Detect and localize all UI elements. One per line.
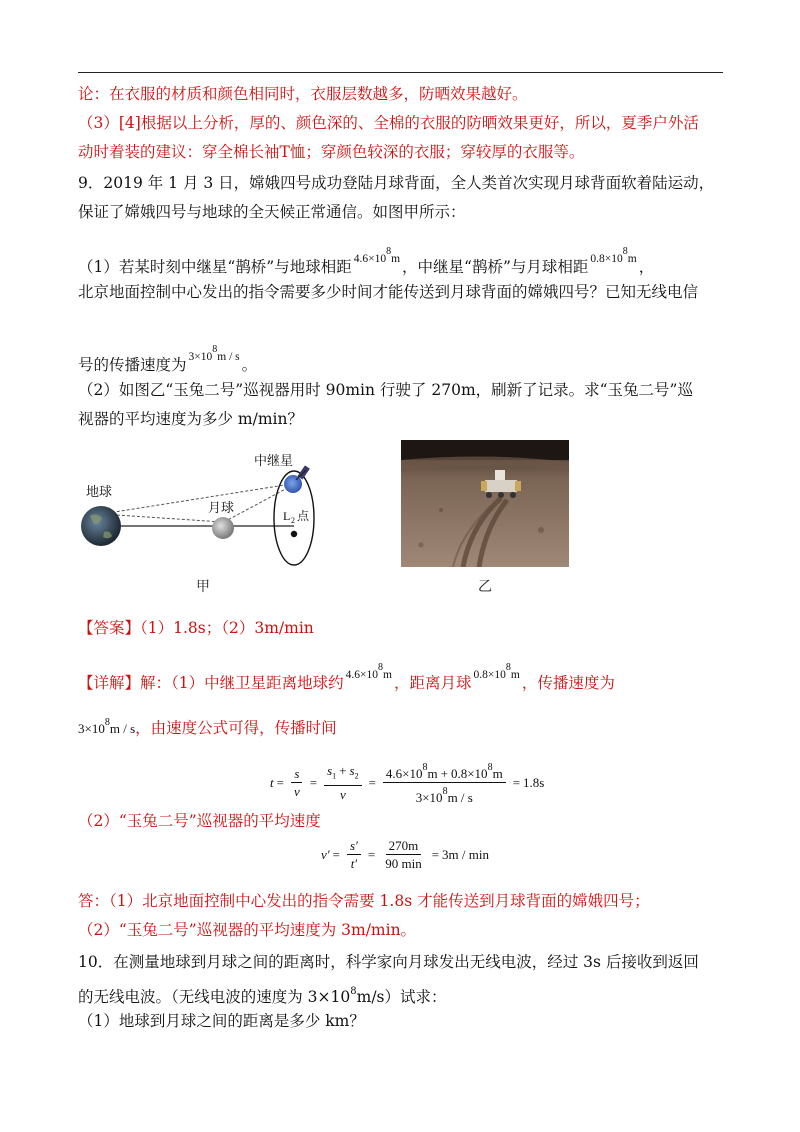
formula-time: t = $\frac{s}{v}$ = $\frac{s_1 + s_2}{v}$ = $\frac{4.6\times 10^8m + 0.8\times 10^8m}{3\times 10^8m / s}$ = 1.8s <box>270 762 545 805</box>
question-9-line-2: 保证了嫦娥四号与地球的全天候正常通信。如图甲所示： <box>78 203 466 221</box>
distance-earth: 4.6×108m <box>353 246 401 265</box>
figure-yi-photo <box>401 440 569 567</box>
question-9-line-1: 9．2019 年 1 月 3 日，嫦娥四号成功登陆月球背面，全人类首次实现月球背面软着陆运动， <box>78 174 715 192</box>
label-relay: 中继星 <box>254 454 294 469</box>
question-10-line-1: 10．在测量地球到月球之间的距离时，科学家向月球发出无线电波，经过 3s 后接收到返回 <box>78 953 699 971</box>
lunar-rover-photo <box>401 440 569 567</box>
label-l2-sub: 2 <box>291 516 295 525</box>
label-point: 点 <box>297 509 310 523</box>
question-9-part-2-line-2: 视器的平均速度为多少 m/min？ <box>78 410 303 428</box>
question-9-part-1-line-1: （1）若某时刻中继星“鹊桥”与地球相距 $^{4.6\times 108m}$ ，中继星“鹊桥”与月球相距 $^{0.8\times 108m}$ ， <box>78 246 655 276</box>
dashed-line-moon-relay <box>224 486 291 522</box>
earth-globe <box>81 506 121 546</box>
explain-line-1: 【详解】解：（1）中继卫星距离地球约 $^{4.6\times 108m}$ ，距离月球 $^{0.8\times 108m}$ ，传播速度为 <box>78 662 615 692</box>
answer-tag: 【答案】 <box>78 619 141 637</box>
question-10-line-2: 的无线电波。（无线电波的速度为 $3\times 10^8m/s$）试求： <box>78 986 447 1006</box>
label-moon: 月球 <box>208 501 235 516</box>
conclusion-1: 答：（1）北京地面控制中心发出的指令需要 1.8s 才能传送到月球背面的嫦娥四号； <box>78 892 650 910</box>
answer-text: （1）1.8s；（2）3m/min <box>140 619 314 637</box>
header-rule <box>78 72 723 73</box>
question-9-part-2-line-1: （2）如图乙“玉兔二号”巡视器用时 90min 行驶了 270m，刷新了记录。求“玉兔二号”巡 <box>78 381 693 399</box>
explain-line-2: $3\times 10^8m / s$，由速度公式可得，传播时间 <box>78 717 337 737</box>
moon-globe <box>212 517 234 539</box>
explain-part-2-heading: （2）“玉兔二号”巡视器的平均速度 <box>78 812 321 830</box>
previous-answer-continuation: 论：在衣服的材质和颜色相同时，衣服层数越多，防晒效果越好。 <box>78 85 528 103</box>
signal-speed: 3×108m / s <box>188 344 240 363</box>
relay-satellite <box>284 475 302 493</box>
question-9-part-1-line-2: 北京地面控制中心发出的指令需要多少时间才能传送到月球背面的嫦娥四号？已知无线电信 <box>78 283 699 301</box>
answer-line <box>78 617 314 639</box>
label-l2: L <box>283 509 291 523</box>
figure-jia-caption: 甲 <box>196 579 210 595</box>
question-10-line-3: （1）地球到月球之间的距离是多少 km？ <box>78 1012 365 1030</box>
analysis-3-line-1: （3）[4]根据以上分析，厚的、颜色深的、全棉的衣服的防晒效果更好，所以，夏季户外活 <box>78 114 699 132</box>
question-9-part-1-line-3: 号的传播速度为 $^{3\times 108m / s}$ 。 <box>78 344 258 374</box>
l2-point-dot <box>291 531 297 537</box>
label-earth: 地球 <box>86 485 113 500</box>
explain-tag: 【详解】 <box>78 674 141 692</box>
formula-speed: v′ = $\frac{s'}{t'}$ = $\frac{270m}{90 \min}$ = 3m / min <box>321 838 489 871</box>
distance-moon: 0.8×108m <box>590 246 637 265</box>
conclusion-2: （2）“玉兔二号”巡视器的平均速度为 3m/min。 <box>78 921 417 939</box>
analysis-3-line-2: 动时着装的建议：穿全棉长袖T恤；穿颜色较深的衣服；穿较厚的衣服等。 <box>78 143 585 161</box>
dashed-line-upper <box>102 484 291 514</box>
figure-yi-caption: 乙 <box>478 579 492 595</box>
figure-jia-diagram <box>72 444 332 570</box>
